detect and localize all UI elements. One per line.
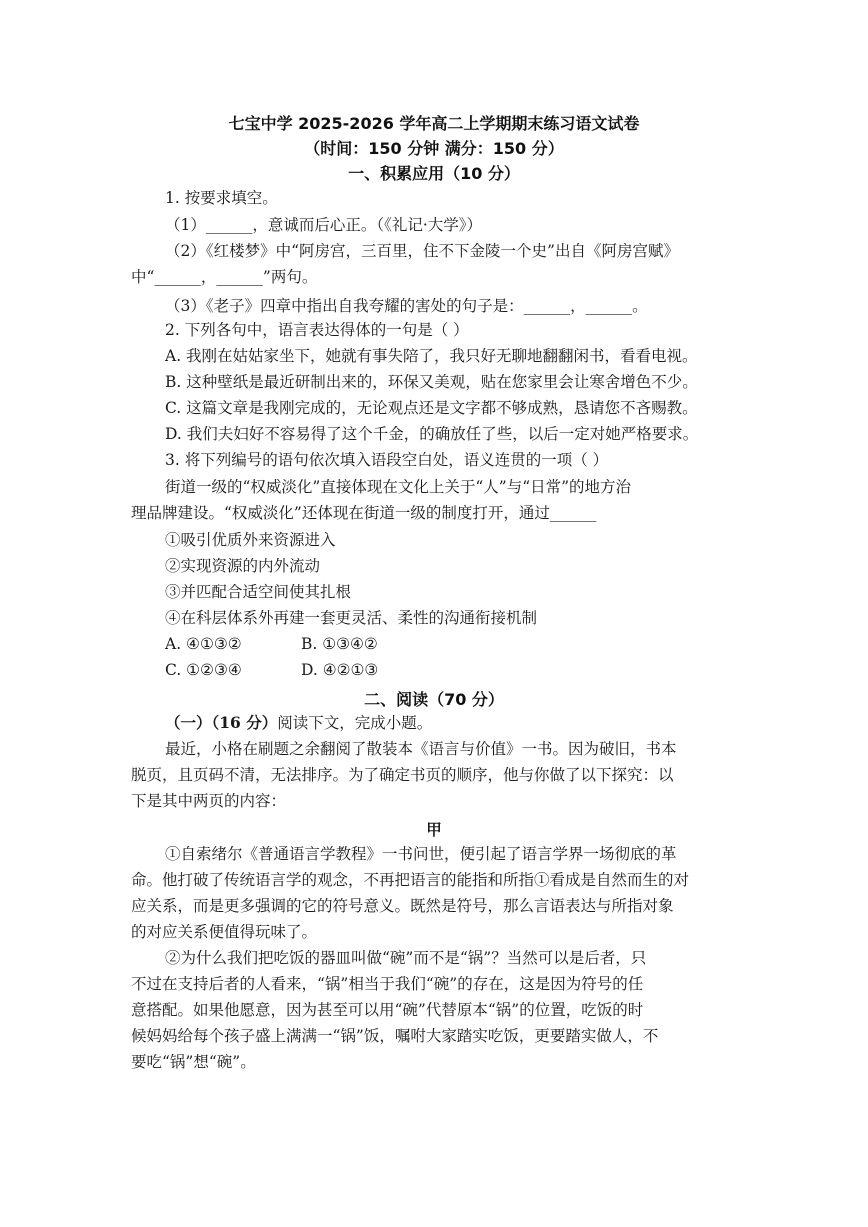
intro-line-2: 脱页，且页码不清，无法排序。为了确定书页的顺序，他与你做了以下探究：以	[131, 766, 674, 784]
q3-sentence-1: ①吸引优质外来资源进入	[165, 531, 336, 549]
section-2-heading: 二、阅读（70 分）	[364, 690, 504, 709]
paragraph-2-line-3: 意搭配。如果他愿意，因为甚至可以用“碗”代替原本“锅”的位置，吃饭的时	[131, 1001, 644, 1019]
paragraph-1-line-1: ①自索绪尔《普通语言学教程》一书问世，便引起了语言学界一场彻底的革	[165, 845, 677, 863]
q3-para-line-1: 街道一级的“权威淡化”直接体现在文化上关于“人”与“日常”的地方治	[165, 478, 632, 496]
paragraph-1-line-3: 应关系，而是更多强调的它的符号意义。既然是符号，那么言语表达与所指对象	[131, 897, 674, 915]
q2-option-d: D. 我们夫妇好不容易得了这个千金，的确放任了些，以后一定对她严格要求。	[165, 425, 699, 443]
q3-option-b: B. ①③④②	[301, 635, 378, 653]
paragraph-2-line-1: ②为什么我们把吃饭的器皿叫做“碗”而不是“锅”？当然可以是后者，只	[165, 949, 647, 967]
reading-part-1-instruction: 阅读下文，完成小题。	[277, 714, 433, 732]
q3-sentence-4: ④在科层体系外再建一套更灵活、柔性的沟通衔接机制	[165, 609, 538, 627]
q1-part-3: （3）《老子》四章中指出自我夸耀的害处的句子是：______，______。	[165, 297, 648, 315]
section-1-heading: 一、积累应用（10 分）	[348, 164, 520, 183]
paragraph-2-line-5: 要吃“锅”想“碗”。	[131, 1053, 256, 1071]
paragraph-1-line-4: 的对应关系便值得玩味了。	[131, 923, 318, 941]
q2-option-c: C. 这篇文章是我刚完成的，无论观点还是文字都不够成熟，恳请您不吝赐教。	[165, 399, 698, 417]
q1-part-1: （1）______，意诚而后心正。（《礼记·大学》）	[165, 216, 483, 234]
paragraph-1-line-2: 命。他打破了传统语言学的观念，不再把语言的能指和所指①看成是自然而生的对	[131, 871, 690, 889]
reading-part-1-header	[165, 713, 775, 733]
q3-option-d: D. ④②①③	[301, 661, 379, 679]
q2-option-b: B. 这种壁纸是最近研制出来的，环保又美观，贴在您家里会让寒舍增色不少。	[165, 373, 698, 391]
q1-part-2a: （2）《红楼梦》中“阿房宫，三百里，住不下金陵一个史”出自《阿房宫赋》	[165, 242, 679, 260]
q3-option-a: A. ④①③②	[165, 635, 242, 653]
paragraph-2-line-2: 不过在支持后者的人看来，“锅”相当于我们“碗”的存在，这是因为符号的任	[131, 975, 644, 993]
q3-sentence-2: ②实现资源的内外流动	[165, 557, 321, 575]
q3-option-c: C. ①②③④	[165, 661, 242, 679]
q1-stem: 1. 按要求填空。	[165, 189, 278, 207]
exam-title: 七宝中学 2025-2026 学年高二上学期期末练习语文试卷	[228, 114, 640, 133]
page-label-jia: 甲	[426, 820, 442, 839]
q3-stem: 3. 将下列编号的语句依次填入语段空白处，语义连贯的一项（ ）	[165, 451, 609, 469]
paragraph-2-line-4: 候妈妈给每个孩子盛上满满一“锅”饭，嘱咐大家踏实吃饭，更要踏实做人，不	[131, 1027, 659, 1045]
intro-line-1: 最近，小格在刷题之余翻阅了散装本《语言与价值》一书。因为破旧，书本	[165, 740, 677, 758]
reading-part-1-number: （一）（16 分）	[165, 713, 278, 732]
q1-part-2b: 中“______，______”两句。	[131, 268, 318, 286]
q3-para-line-2: 理品牌建设。“权威淡化”还体现在街道一级的制度打开，通过______	[131, 504, 597, 522]
q2-stem: 2. 下列各句中，语言表达得体的一句是（ ）	[165, 321, 469, 339]
q3-sentence-3: ③并匹配合适空间使其扎根	[165, 583, 352, 601]
intro-line-3: 下是其中两页的内容：	[131, 792, 287, 810]
q2-option-a: A. 我刚在姑姑家坐下，她就有事失陪了，我只好无聊地翻翻闲书，看看电视。	[165, 347, 698, 365]
exam-subtitle: （时间：150 分钟 满分：150 分）	[304, 139, 564, 158]
